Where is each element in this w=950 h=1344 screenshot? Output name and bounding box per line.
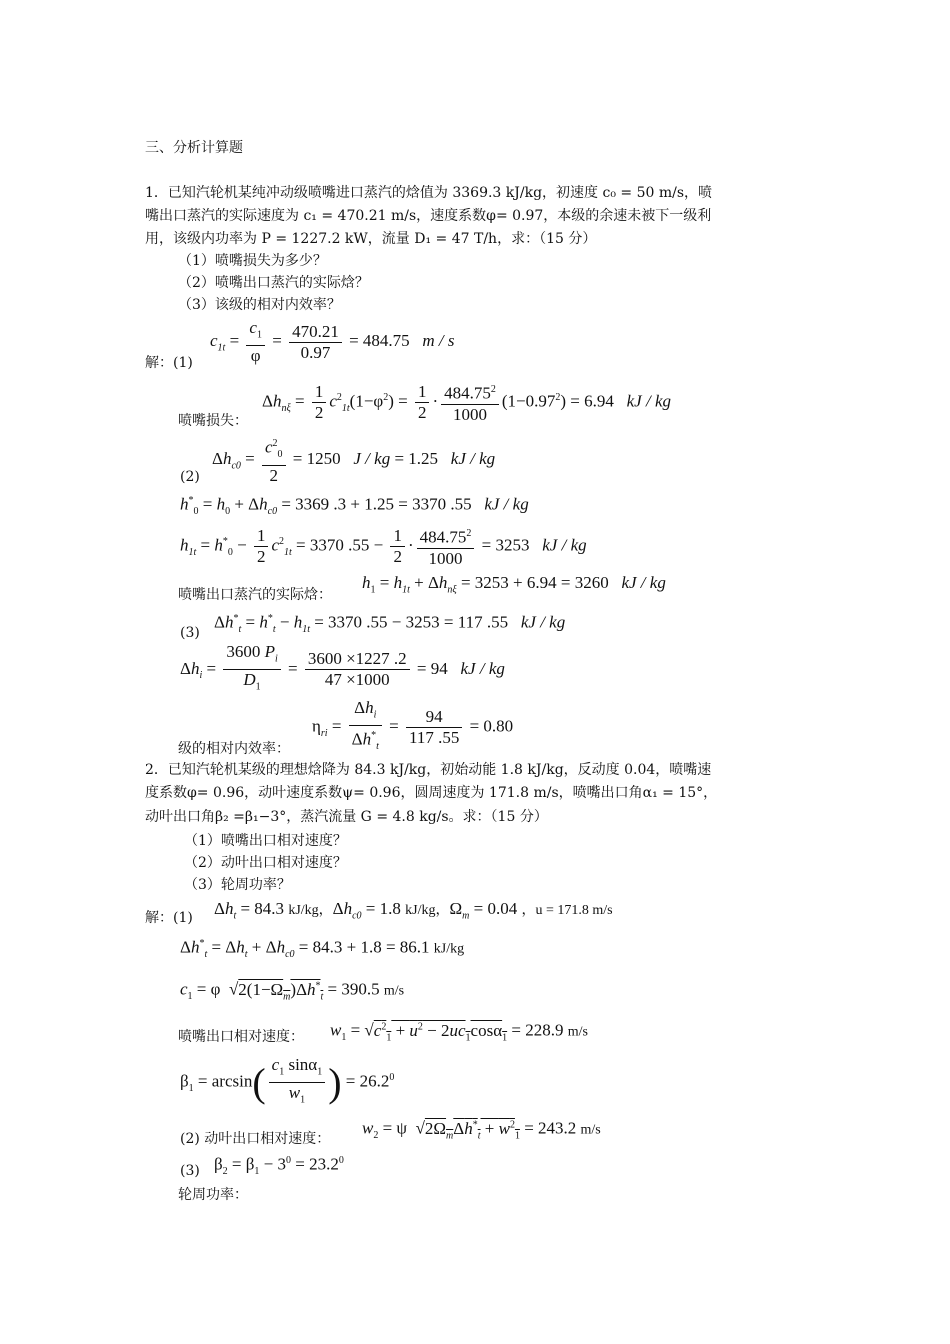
p1-sol-label: 解：(1) [145,355,193,371]
p1-eq1: $c_{1t}$ = $\frac{c_1}{\varphi}$ = $\frac{470.21}{0.97}$ = 484.75 m / s [210,318,455,366]
p2-w2-label: (2) 动叶出口相对速度： [180,1131,331,1147]
p1-label2: (2) [180,469,200,485]
p1-eq4: $h^*_0 = h_0 + \Delta h_{c0} = 3369$ .3 + 1.25 = 3370 .55 kJ / kg [180,494,529,518]
p1-q3: （3）该级的相对内效率？ [178,297,341,313]
p1-eq8: $\Delta h_i$ = $\frac{3600 P_i}{D_1}$ = $\frac{3600 \times 1227 .2}{47 \times 1000}$ = 94 kJ / kg [180,642,505,693]
p1-eq7: $\Delta h^*_t = h^*_t - h_{1t} = 3370$ .55 − 3253 = 117 .55 kJ / kg [214,612,566,636]
p1-eq6: $h_1 = h_{1t} + \Delta h_{n\xi} = 3253 + 6.94 = 3260$ kJ / kg [362,573,666,596]
p1-q1: （1）喷嘴损失为多少？ [178,253,327,269]
p1-loss-label: 喷嘴损失： [178,413,248,429]
p2-eq6: $\beta_2 = \beta_1 - 3^0 = 23.2^0$ [214,1154,344,1178]
p2-w1-label: 喷嘴出口相对速度： [178,1029,304,1045]
p1-eq3: $\Delta h_{c0}$ = $\frac{c^2_0}{2}$ = 1250 J / kg = 1.25 kJ / kg [212,434,495,488]
p2-given: $\Delta h_t = 84.3$ kJ/kg，$\Delta h_{c0} = 1.8$ kJ/kg，$\Omega_m = 0.04$ ，u = 171.8 m/s [214,899,613,922]
p1-eq9: $\eta_{ri}$ = $\frac{\Delta h_i}{\Delta h^*_t}$ = $\frac{94}{117 .55}$ = 0.80 [312,698,514,753]
p2-q1: （1）喷嘴出口相对速度？ [184,833,347,849]
p1-eq2: $\Delta h_{n\xi}$ = $\frac{1}{2}$ $c^2_{1t}(1-\varphi^2)$ = $\frac{1}{2}$ · $\frac{484.75^2}{1000}$ $(1-0.97^2) = 6.94$ kJ / kg [262,382,671,425]
p1-enthalpy-label: 喷嘴出口蒸汽的实际焓： [178,587,332,603]
p1-label3: (3) [180,625,200,641]
p2-eq4: $\beta_1 = \arcsin$( $\frac{c_1 \sin\alpha_1}{w_1}$ ) = $26.2^0$ [180,1054,395,1106]
p2-line2: 度系数φ= 0.96，动叶速度系数ψ= 0.96，圆周速度为 171.8 m/s，喷嘴出口角α₁ = 15°， [145,785,718,801]
p2-sol-label: 解：(1) [145,910,193,926]
p1-q2: （2）喷嘴出口蒸汽的实际焓？ [178,275,369,291]
p1-eff-label: 级的相对内效率： [178,741,290,757]
p2-q2: （2）动叶出口相对速度？ [184,855,347,871]
p1-line3: 用，该级内功率为 P = 1227.2 kW，流量 D₁ = 47 T/h，求：（15 分） [145,231,597,247]
p2-power-label: 轮周功率： [178,1187,248,1203]
section-title: 三、分析计算题 [145,140,243,156]
p2-q3: （3）轮周功率？ [184,877,291,893]
p2-label3: (3) [180,1163,200,1179]
p1-eq5: $h_{1t} = h^*_0$ − $\frac{1}{2}$ $c^2_{1t} = 3370$ .55 − $\frac{1}{2}$ · $\frac{484.75^2}{1000}$ = 3253 kJ / kg [180,526,587,569]
p2-eq1: $\Delta h^*_t = \Delta h_t + \Delta h_{c0} = 84.3 + 1.8 = 86.1$ kJ/kg [180,937,465,961]
p1-line1: 1．已知汽轮机某纯冲动级喷嘴进口蒸汽的焓值为 3369.3 kJ/kg，初速度 c₀ = 50 m/s，喷 [145,185,713,201]
p2-line3: 动叶出口角β₂ =β₁−3°，蒸汽流量 G = 4.8 kg/s。求：（15 分） [145,809,548,825]
p2-eq3: $w_1 = √c^2_1 + u^2 - 2uc_1\cos\alpha_1 = 228.9$ m/s [330,1020,588,1044]
p1-line2: 嘴出口蒸汽的实际速度为 c₁ = 470.21 m/s，速度系数φ= 0.97，本级的余速未被下一级利 [145,208,712,224]
p2-eq2: $c_1 = \varphi$ $√2(1-\Omega_m)\Delta h^*_t = 390.5$ m/s [180,979,405,1003]
p2-line1: 2．已知汽轮机某级的理想焓降为 84.3 kJ/kg，初始动能 1.8 kJ/kg，反动度 0.04，喷嘴速 [145,762,712,778]
p2-eq5: $w_2 = \psi$ $√2\Omega_m\Delta h^*_t + w^2_1 = 243.2$ m/s [362,1118,601,1142]
